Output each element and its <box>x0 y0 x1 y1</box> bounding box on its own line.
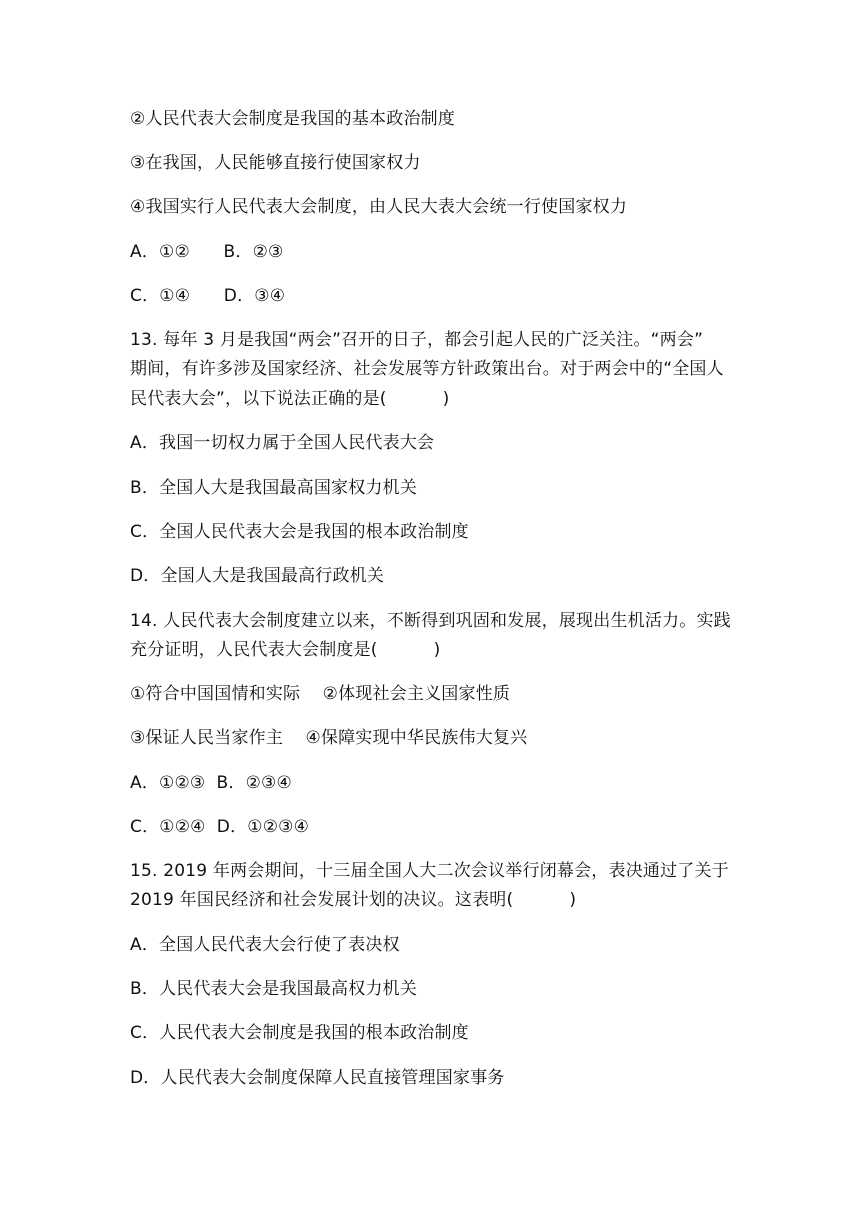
q15-option-a: A．全国人民代表大会行使了表决权 <box>130 935 400 955</box>
q14-stem-line-2: 充分证明，人民代表大会制度是( ) <box>130 640 441 660</box>
q14-stem-line-1: 14. 人民代表大会制度建立以来，不断得到巩固和发展，展现出生机活力。实践 <box>130 611 731 631</box>
q15-option-b: B．人民代表大会是我国最高权力机关 <box>130 979 418 999</box>
q13-option-a: A．我国一切权力属于全国人民代表大会 <box>130 433 435 453</box>
q14-statements-line-1: ①符合中国国情和实际 ②体现社会主义国家性质 <box>130 684 511 704</box>
q12-statement-2: ②人民代表大会制度是我国的基本政治制度 <box>130 109 456 129</box>
q13-option-b: B．全国人大是我国最高国家权力机关 <box>130 478 418 498</box>
q14-options-cd: C．①②④ D．①②③④ <box>130 817 310 837</box>
q12-statement-4: ④我国实行人民代表大会制度，由人民大表大会统一行使国家权力 <box>130 197 628 217</box>
q15-stem-line-2: 2019 年国民经济和社会发展计划的决议。这表明( ) <box>130 890 577 910</box>
q13-stem-line-1: 13. 每年 3 月是我国“两会”召开的日子，都会引起人民的广泛关注。“两会” <box>130 330 704 350</box>
q15-option-c: C．人民代表大会制度是我国的根本政治制度 <box>130 1023 469 1043</box>
q15-option-d: D．人民代表大会制度保障人民直接管理国家事务 <box>130 1068 505 1088</box>
q13-stem-line-3: 民代表大会”，以下说法正确的是( ) <box>130 389 450 409</box>
q12-statement-3: ③在我国，人民能够直接行使国家权力 <box>130 153 421 173</box>
q14-statements-line-2: ③保证人民当家作主 ④保障实现中华民族伟大复兴 <box>130 728 528 748</box>
q13-option-c: C．全国人民代表大会是我国的根本政治制度 <box>130 522 469 542</box>
q12-options-ab: A．①② B．②③ <box>130 242 284 262</box>
q12-options-cd: C．①④ D．③④ <box>130 286 286 306</box>
q14-options-ab: A．①②③ B．②③④ <box>130 773 292 793</box>
q15-stem-line-1: 15. 2019 年两会期间，十三届全国人大二次会议举行闭幕会，表决通过了关于 <box>130 861 729 881</box>
q13-option-d: D．全国人大是我国最高行政机关 <box>130 566 385 586</box>
q13-stem-line-2: 期间，有许多涉及国家经济、社会发展等方针政策出台。对于两会中的“全国人 <box>130 359 724 379</box>
